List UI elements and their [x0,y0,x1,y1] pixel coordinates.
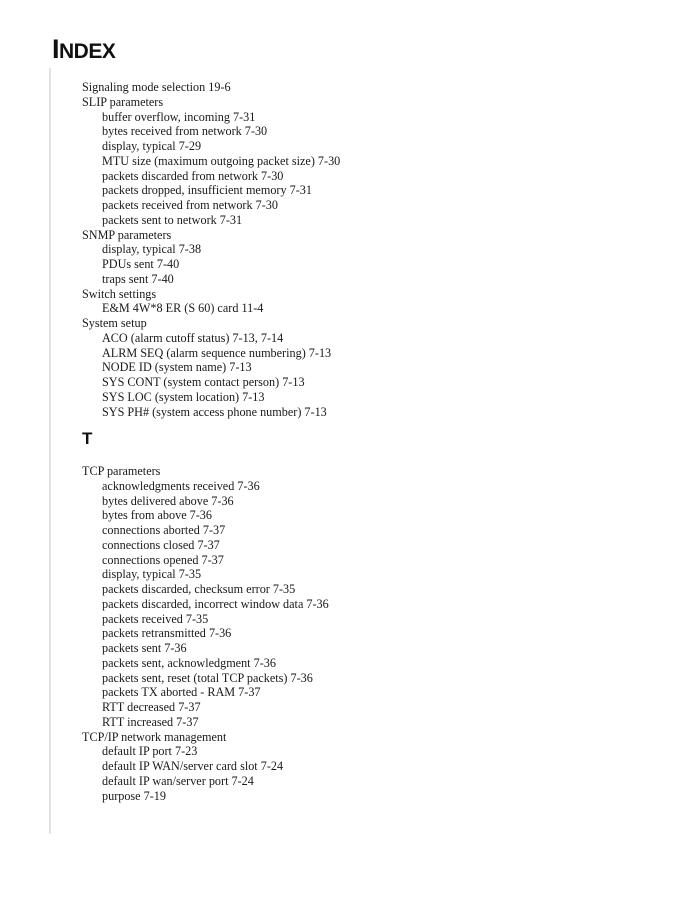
index-subentry: packets received 7-35 [102,611,209,626]
index-subentry: default IP WAN/server card slot 7-24 [102,759,284,773]
index-subentry: connections opened 7-37 [102,552,224,567]
index-section-t [82,464,642,803]
index-subentry: bytes from above 7-36 [102,508,212,523]
index-subentry: display, typical 7-35 [102,567,202,582]
index-subentry: buffer overflow, incoming 7-31 [102,109,256,124]
index-subentry: default IP wan/server port 7-24 [102,773,254,788]
index-subentry: ALRM SEQ (alarm sequence numbering) 7-13 [102,345,332,360]
index-subentry: display, typical 7-38 [102,242,202,257]
index-subentry: SYS PH# (system access phone number) 7-13 [102,404,327,419]
index-subentry: packets discarded, checksum error 7-35 [102,582,296,596]
index-subentry: RTT decreased 7-37 [102,700,201,714]
index-subentry: ACO (alarm cutoff status) 7-13, 7-14 [102,330,284,345]
page-title [52,36,115,63]
index-subentry: NODE ID (system name) 7-13 [102,360,252,375]
index-subentry: packets received from network 7-30 [102,198,278,212]
section-heading-t: T [82,429,93,448]
index-subentry: bytes received from network 7-30 [102,124,268,139]
page-title-rest: NDEX [59,40,116,63]
index-subentry: acknowledgments received 7-36 [102,478,260,493]
index-entry: TCP/IP network management [82,729,227,744]
index-entry: System setup [82,316,147,330]
index-subentry: SYS CONT (system contact person) 7-13 [102,375,305,389]
index-subentry: packets TX aborted - RAM 7-37 [102,685,261,700]
index-subentry: MTU size (maximum outgoing packet size) 7-30 [102,153,341,168]
index-subentry: connections closed 7-37 [102,537,220,552]
index-subentry: SYS LOC (system location) 7-13 [102,389,265,404]
index-entry: SLIP parameters [82,94,164,109]
index-subentry: packets discarded from network 7-30 [102,168,284,183]
index-subentry: packets retransmitted 7-36 [102,626,232,641]
index-entry: TCP parameters [82,464,161,478]
index-subentry: E&M 4W*8 ER (S 60) card 11-4 [102,301,264,316]
index-subentry: packets sent, reset (total TCP packets) 7-36 [102,670,313,685]
index-entry: Switch settings [82,286,157,301]
index-subentry: packets sent, acknowledgment 7-36 [102,655,276,670]
page-margin-rule [49,68,51,834]
index-entry: Signaling mode selection 19-6 [82,80,231,94]
index-entry: SNMP parameters [82,227,172,242]
index-subentry: bytes delivered above 7-36 [102,493,234,508]
index-subentry: packets sent 7-36 [102,641,187,655]
index-subentry: PDUs sent 7-40 [102,257,180,271]
index-subentry: packets sent to network 7-31 [102,212,243,227]
page-title-initial: I [52,34,60,64]
index-subentry: packets dropped, insufficient memory 7-31 [102,183,312,198]
index-subentry: connections aborted 7-37 [102,523,226,537]
index-subentry: display, typical 7-29 [102,139,202,153]
index-section-s [82,80,642,419]
index-subentry: traps sent 7-40 [102,271,174,286]
index-subentry: packets discarded, incorrect window data 7-36 [102,596,329,611]
index-subentry: default IP port 7-23 [102,744,198,759]
index-subentry: purpose 7-19 [102,788,166,803]
index-subentry: RTT increased 7-37 [102,714,199,729]
